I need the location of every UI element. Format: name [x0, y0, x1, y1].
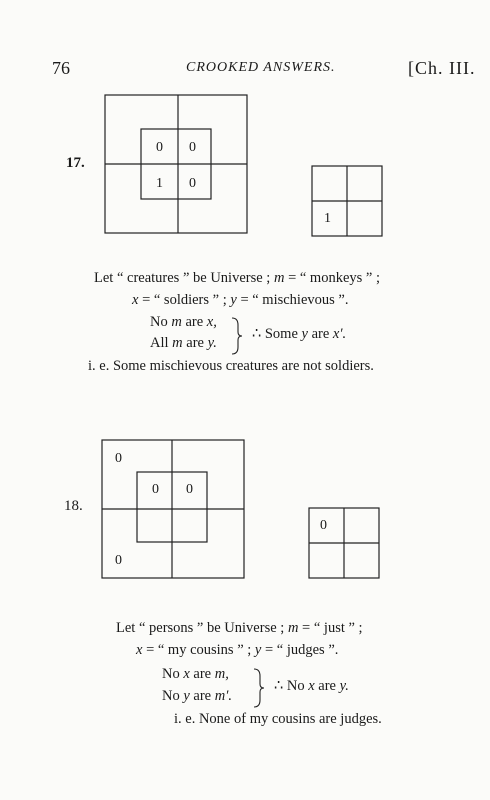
p17-terms-line: x = “ soldiers ” ; y = “ mischievous ”.: [132, 292, 349, 308]
p17-small-cell-bottom-left: 1: [324, 211, 331, 226]
p17-cell-inner-bottom-right: 0: [189, 176, 196, 191]
p17-cell-inner-bottom-left: 1: [156, 176, 163, 191]
p18-premise-2: No y are m′.: [162, 688, 233, 704]
p18-cell-inner-top-left: 0: [152, 482, 159, 497]
p17-universe-line: Let “ creatures ” be Universe ; m = “ monkeys ” ;: [94, 270, 380, 286]
p18-conclusion: ∴ No x are y.: [274, 678, 349, 694]
p18-cell-outer-bottom-left: 0: [115, 553, 122, 568]
problem-18-number: 18.: [64, 498, 83, 514]
p18-premise-1: No x are m,: [162, 666, 229, 682]
p18-universe-line: Let “ persons ” be Universe ; m = “ just ” ;: [116, 620, 363, 636]
p18-brace: [252, 668, 266, 708]
chapter-label: [Ch. III.: [408, 58, 476, 78]
p18-interpretation: i. e. None of my cousins are judges.: [174, 711, 382, 727]
p18-cell-outer-top-left: 0: [115, 451, 122, 466]
p17-interpretation: i. e. Some mischievous creatures are not soldiers.: [88, 358, 374, 374]
p18-terms-line: x = “ my cousins ” ; y = “ judges ”.: [136, 642, 339, 658]
p18-cell-inner-top-right: 0: [186, 482, 193, 497]
p17-conclusion: ∴ Some y are x′.: [252, 326, 347, 342]
p17-cell-inner-top-left: 0: [156, 140, 163, 155]
running-title: CROOKED ANSWERS.: [186, 60, 336, 75]
p17-premise-1: No m are x,: [150, 314, 217, 330]
p17-premise-2: All m are y.: [150, 335, 217, 351]
page-number: 76: [52, 58, 70, 78]
p17-cell-inner-top-right: 0: [189, 140, 196, 155]
p18-small-cell-top-left: 0: [320, 518, 327, 533]
problem-17-number: 17.: [66, 155, 85, 171]
